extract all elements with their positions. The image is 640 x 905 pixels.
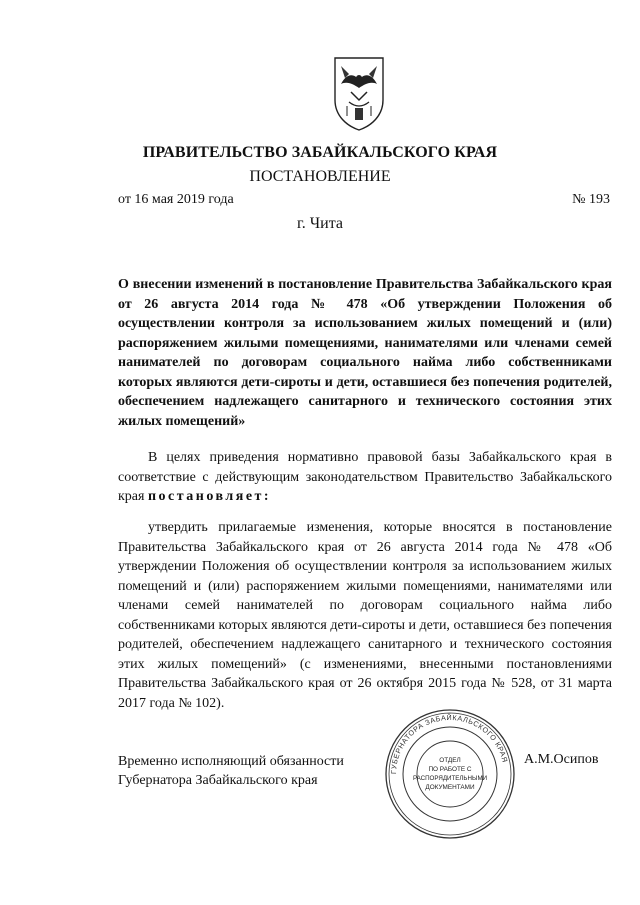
stamp-center-line3: РАСПОРЯДИТЕЛЬНЫМИ bbox=[412, 775, 488, 782]
signatory-name: А.М.Осипов bbox=[524, 752, 599, 767]
stamp-center-line2: ПО РАБОТЕ С bbox=[428, 766, 472, 773]
preamble-paragraph bbox=[118, 448, 612, 507]
stamp-ring-text: ГУБЕРНАТОРА ЗАБАЙКАЛЬСКОГО КРАЯ bbox=[388, 712, 510, 775]
official-stamp bbox=[382, 706, 518, 842]
document-city: г. Чита bbox=[296, 215, 343, 232]
svg-text:ГУБЕРНАТОРА ЗАБАЙКАЛЬСКОГО КРА bbox=[389, 713, 510, 774]
signatory-position-line2: Губернатора Забайкальского края bbox=[118, 773, 318, 788]
resolution-paragraph: утвердить прилагаемые изменения, которые вносятся в постановление Правительства Забайкальского края от 26 августа 2014 года № 478 «Об утверждении Положения об осуществлении контроля за использованием жилых помещений и (или) распоряжением жилыми помещениями, нанимателями или членами семей нанимателей по договорам социального найма либо собственниками которых являются дети-сироты и дети, оставшиеся без попечения родителей, обеспечением надлежащего санитарного и технического состояния этих жилых помещений» (с изменениями, внесенными постановлениями Правительства Забайкальского края от 26 октября 2015 года № 528, от 31 марта 2017 года № 102). bbox=[118, 520, 612, 711]
stamp-center-line4: ДОКУМЕНТАМИ bbox=[425, 784, 475, 791]
document-date: от 16 мая 2019 года bbox=[118, 192, 234, 207]
signatory-position bbox=[118, 752, 344, 790]
stamp-center-line1: ОТДЕЛ bbox=[439, 757, 461, 764]
government-title: ПРАВИТЕЛЬСТВО ЗАБАЙКАЛЬСКОГО КРАЯ bbox=[142, 144, 498, 161]
document-type: ПОСТАНОВЛЕНИЕ bbox=[249, 168, 391, 185]
document-number: № 193 bbox=[572, 192, 610, 207]
document-title: О внесении изменений в постановление Правительства Забайкальского края от 26 августа 2014 года № 478 «Об утверждении Положения об осуществлении контроля за использованием жилых помещений и (или) распоряжением жилыми помещениями, нанимателями или членами семей нанимателей по договорам социального найма либо собственниками которых являются дети-сироты и дети, оставшиеся без попечения родителей, обеспечением надлежащего санитарного и технического состояния этих жилых помещений» bbox=[118, 277, 612, 429]
resolves-word: постановляет: bbox=[147, 489, 272, 504]
preamble-text: В целях приведения нормативно правовой базы Забайкальского края в соответствие с действующим законодательством Правительство Забайкальского края bbox=[118, 450, 612, 504]
coat-of-arms-emblem bbox=[331, 54, 387, 132]
signatory-position-line1: Временно исполняющий обязанности bbox=[118, 754, 344, 769]
